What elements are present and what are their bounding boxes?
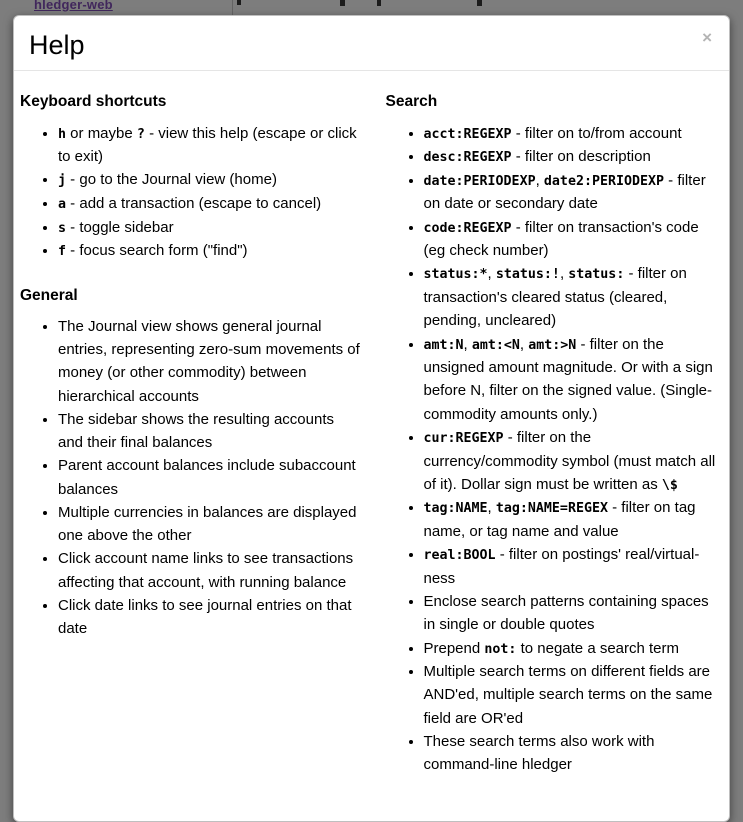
code-term: s <box>58 220 67 236</box>
list-item: • tag:NAME, tag:NAME=REGEX - filter on tag name, or tag name and value <box>424 496 724 543</box>
list-item: • Click account name links to see transactions affecting that account, with running balance <box>58 547 362 594</box>
list-item: • desc:REGEXP - filter on description <box>424 145 724 169</box>
help-list <box>20 315 362 641</box>
code-term: \$ <box>661 477 678 493</box>
list-item: • s - toggle sidebar <box>58 216 362 240</box>
help-dialog <box>13 15 730 822</box>
code-term: cur:REGEXP <box>423 430 504 446</box>
brand-link[interactable]: hledger-web <box>34 0 113 12</box>
list-item: • Prepend not: to negate a search term <box>424 637 724 661</box>
code-term: desc:REGEXP <box>423 150 512 166</box>
list-item: • Multiple currencies in balances are displayed one above the other <box>58 501 362 548</box>
help-dialog-body <box>14 71 729 821</box>
list-item: • Click date links to see journal entries on that date <box>58 594 362 641</box>
list-item: • j - go to the Journal view (home) <box>58 168 362 192</box>
code-term: amt:>N <box>528 337 577 353</box>
code-term: date:PERIODEXP <box>423 173 536 189</box>
close-icon[interactable]: × <box>702 28 712 47</box>
code-term: not: <box>484 641 517 657</box>
code-term: amt:<N <box>471 337 520 353</box>
help-column-right <box>372 71 724 799</box>
list-item: • date:PERIODEXP, date2:PERIODEXP - filter on date or secondary date <box>424 169 724 216</box>
code-term: tag:NAME <box>423 501 488 517</box>
code-term: a <box>58 197 67 212</box>
help-list <box>20 122 362 263</box>
obscured-heading-fragment <box>377 0 381 6</box>
list-item: • These search terms also work with command-line hledger <box>424 730 724 777</box>
list-item: • f - focus search form ("find") <box>58 239 362 263</box>
dialog-title: Help <box>29 30 85 60</box>
obscured-heading-fragment <box>237 0 241 5</box>
list-item: • acct:REGEXP - filter on to/from account <box>424 122 724 146</box>
list-item: • code:REGEXP - filter on transaction's code (eg check number) <box>424 216 724 263</box>
code-term: code:REGEXP <box>423 220 512 236</box>
code-term: acct:REGEXP <box>423 126 512 142</box>
section-heading: General <box>20 286 78 304</box>
help-list <box>386 122 724 777</box>
section-heading: Search <box>385 93 438 111</box>
code-term: real:BOOL <box>423 548 496 564</box>
code-term: date2:PERIODEXP <box>543 173 665 189</box>
code-term: ? <box>136 126 145 142</box>
list-item: • Parent account balances include subaccount balances <box>58 454 362 501</box>
list-item: • h or maybe ? - view this help (escape or click to exit) <box>58 122 362 169</box>
list-item: • amt:N, amt:<N, amt:>N - filter on the unsigned amount magnitude. Or with a sign before N, filter on the signed value. (Single-commodity amounts only.) <box>424 333 724 426</box>
code-term: amt:N <box>423 337 464 353</box>
code-term: f <box>58 244 67 260</box>
list-item: • The sidebar shows the resulting accounts and their final balances <box>58 408 362 455</box>
list-item: • cur:REGEXP - filter on the currency/commodity symbol (must match all of it). Dollar sign must be written as \$ <box>424 426 724 496</box>
list-item: • Multiple search terms on different fields are AND'ed, multiple search terms on the same field are OR'ed <box>424 660 724 730</box>
list-item: • The Journal view shows general journal entries, representing zero-sum movements of money (or other commodity) between hierarchical accounts <box>58 315 362 408</box>
list-item: • Enclose search patterns containing spaces in single or double quotes <box>424 590 724 637</box>
section-heading: Keyboard shortcuts <box>20 93 167 111</box>
help-column-left <box>20 71 372 799</box>
code-term: status: <box>568 267 625 283</box>
obscured-heading-fragment <box>477 0 482 6</box>
list-item: • a - add a transaction (escape to cancel) <box>58 192 362 216</box>
code-term: status:! <box>495 267 560 283</box>
help-dialog-header <box>14 16 729 71</box>
code-term: h <box>58 126 67 142</box>
code-term: status:* <box>423 267 488 283</box>
code-term: j <box>58 173 67 189</box>
list-item: • real:BOOL - filter on postings' real/virtual-ness <box>424 543 724 590</box>
obscured-heading-fragment <box>340 0 345 6</box>
code-term: tag:NAME=REGEX <box>495 501 608 517</box>
list-item: • status:*, status:!, status: - filter on transaction's cleared status (cleared, pending, uncleared) <box>424 262 724 332</box>
background-divider <box>232 0 233 15</box>
